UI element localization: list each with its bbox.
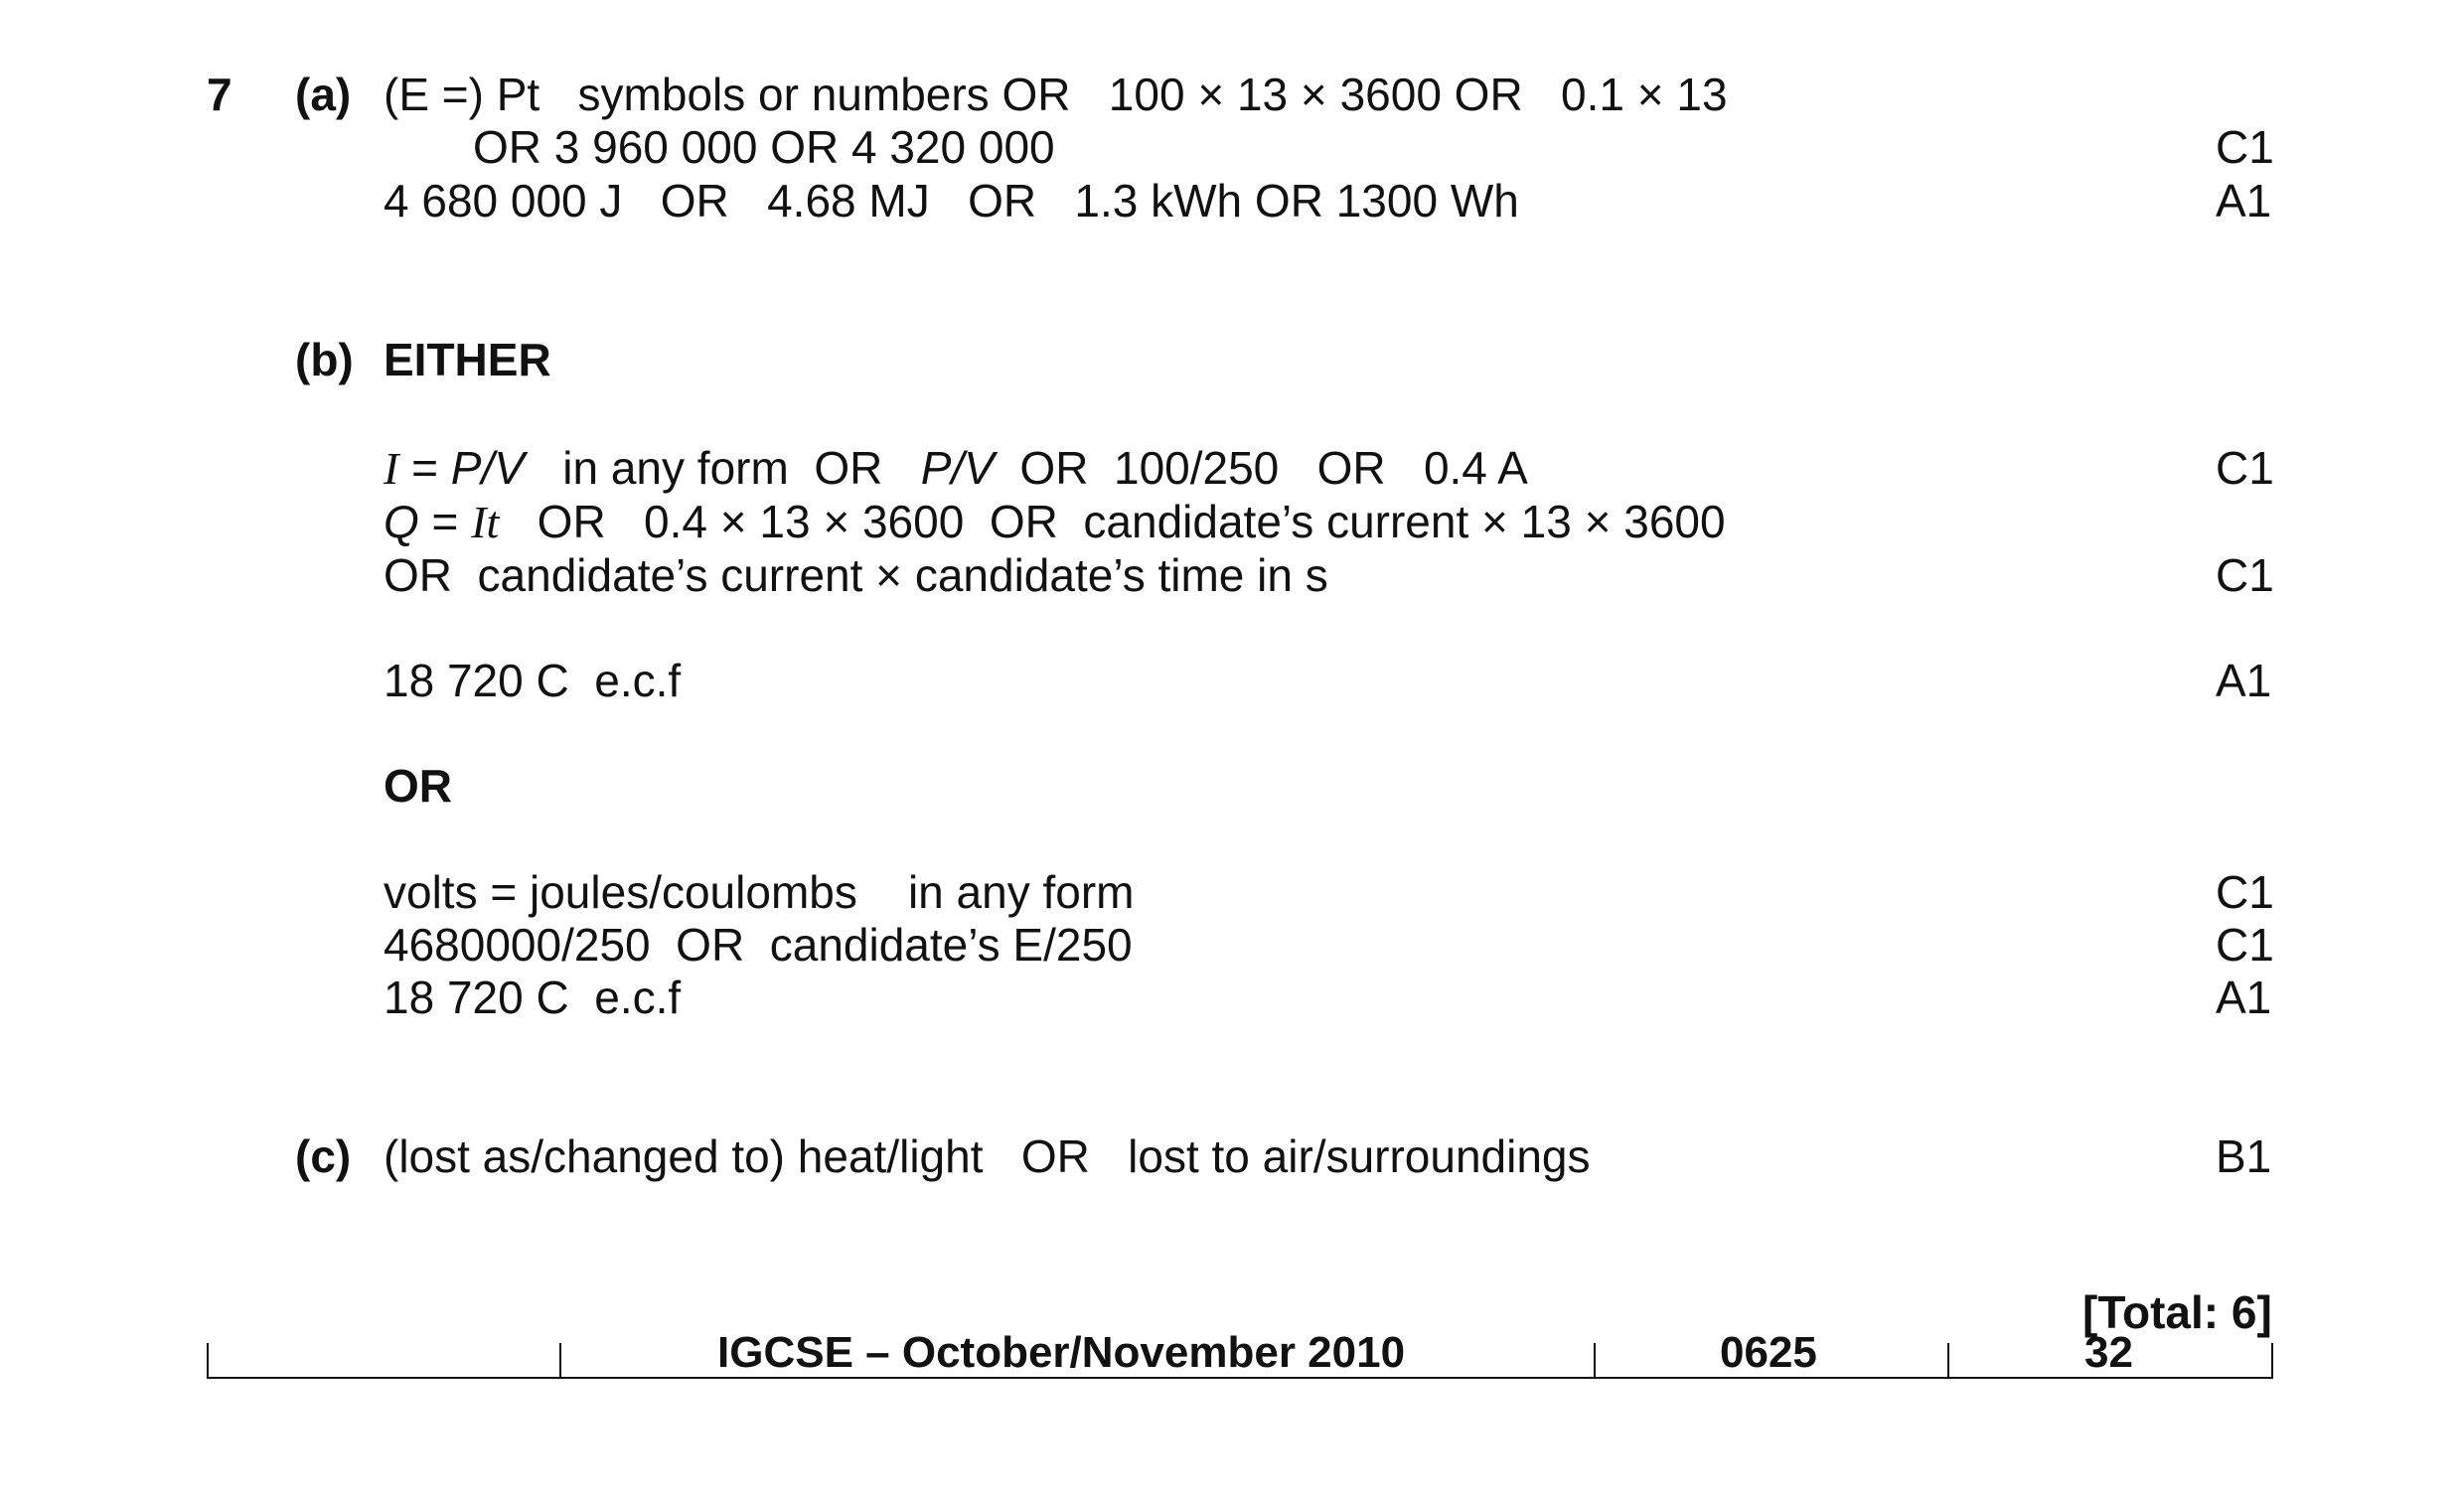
footer-divider-2	[1594, 1343, 1596, 1377]
var-I: I	[384, 443, 399, 494]
part-b-mark-6: A1	[2216, 972, 2272, 1023]
part-c-line-1: (lost as/changed to) heat/light OR lost to air/surroundings	[384, 1130, 1591, 1182]
part-b-mark-2: C1	[2216, 549, 2274, 601]
footer-syllabus: 0625	[1720, 1331, 1817, 1369]
part-b-line-1-text: in any form OR	[524, 442, 921, 494]
part-b-mark-3: A1	[2216, 655, 2272, 706]
part-a-mark-1: C1	[2216, 121, 2274, 173]
footer-exam: IGCSE – October/November 2010	[717, 1331, 1406, 1369]
part-b-line-6: 4680000/250 OR candidate’s E/250	[384, 919, 1133, 971]
equals-sign: =	[398, 442, 451, 494]
question-number: 7	[207, 69, 232, 120]
part-b-mark-5: C1	[2216, 919, 2274, 971]
part-b-line-2	[384, 496, 1726, 547]
part-b-mark-1: C1	[2216, 442, 2274, 494]
part-c-label: (c)	[295, 1130, 352, 1182]
part-b-line-7: 18 720 C e.c.f	[384, 972, 682, 1023]
footer-divider-3	[1947, 1343, 1949, 1377]
part-b-line-1	[384, 442, 1528, 494]
footer-border-left	[207, 1343, 209, 1377]
total-marks: [Total: 6]	[2082, 1286, 2272, 1338]
part-b-line-5: volts = joules/coulombs in any form	[384, 866, 1135, 918]
part-c-mark-1: B1	[2216, 1130, 2272, 1182]
footer-border-right	[2271, 1343, 2273, 1377]
p-over-v: P/V	[450, 442, 525, 494]
var-It: It	[471, 497, 500, 547]
footer-divider-1	[559, 1343, 561, 1377]
p-over-v-2: P/V	[920, 442, 995, 494]
part-b-line-1-text-2: OR 100/250 OR 0.4 A	[994, 442, 1528, 494]
part-a-mark-2: A1	[2216, 175, 2272, 226]
part-b-line-4: 18 720 C e.c.f	[384, 655, 682, 706]
part-b-mark-4: C1	[2216, 866, 2274, 918]
part-a-line-2: OR 3 960 000 OR 4 320 000	[473, 121, 1055, 173]
part-a-label: (a)	[295, 69, 352, 120]
footer-paper: 32	[2084, 1331, 2133, 1369]
var-Q: Q	[384, 496, 419, 547]
part-a-line-1: (E =) Pt symbols or numbers OR 100 × 13 × 3600 OR 0.1 × 13	[384, 69, 1728, 120]
part-b-or: OR	[384, 760, 452, 812]
part-b-line-2-text: OR 0.4 × 13 × 3600 OR candidate’s current × 13 × 3600	[499, 496, 1726, 547]
part-b-label: (b)	[295, 334, 354, 385]
part-a-line-3: 4 680 000 J OR 4.68 MJ OR 1.3 kWh OR 1300 Wh	[384, 175, 1519, 226]
footer-bottom-rule	[207, 1377, 2273, 1379]
part-b-either: EITHER	[384, 334, 551, 385]
equals-sign-2: =	[418, 496, 472, 547]
part-b-line-3: OR candidate’s current × candidate’s time in s	[384, 549, 1328, 601]
